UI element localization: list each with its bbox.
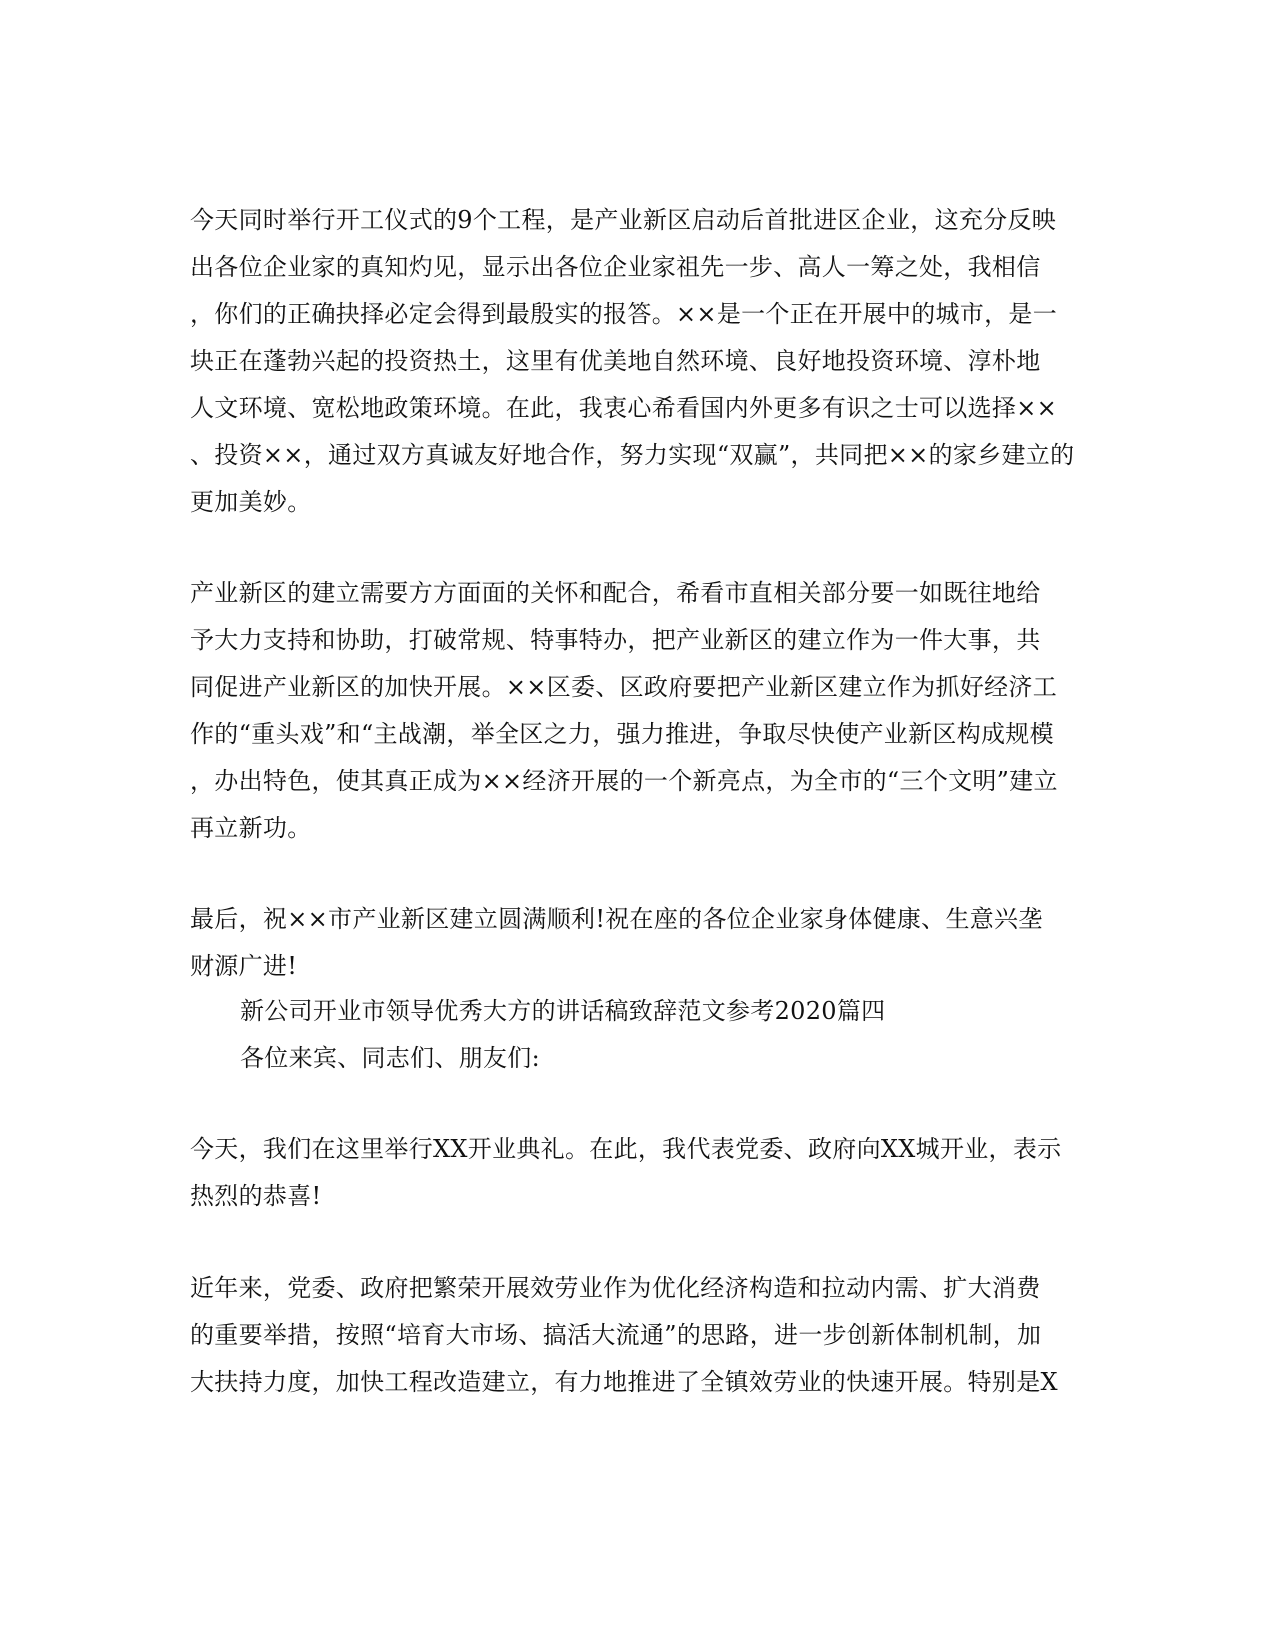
paragraph-line: 近年来，党委、政府把繁荣开展效劳业作为优化经济构造和拉动内需、扩大消费 [190,1274,1041,1302]
paragraph-line: 同促进产业新区的加快开展。××区委、区政府要把产业新区建立作为抓好经济工 [190,673,1058,701]
paragraph-line: 人文环境、宽松地政策环境。在此，我衷心希看国内外更多有识之士可以选择×× [190,394,1058,422]
paragraph-line: 产业新区的建立需要方方面面的关怀和配合，希看市直相关部分要一如既往地给 [190,579,1041,607]
section-heading: 新公司开业市领导优秀大方的讲话稿致辞范文参考2020篇四 [240,997,886,1025]
paragraph-line: 块正在蓬勃兴起的投资热土，这里有优美地自然环境、良好地投资环境、淳朴地 [190,347,1041,375]
salutation: 各位来宾、同志们、朋友们: [240,1044,540,1072]
paragraph-line: 予大力支持和协助，打破常规、特事特办，把产业新区的建立作为一件大事，共 [190,626,1041,654]
paragraph-line: 更加美妙。 [190,488,312,516]
paragraph-line: 、投资××，通过双方真诚友好地合作，努力实现“双赢”，共同把××的家乡建立的 [190,441,1075,469]
paragraph-line: 再立新功。 [190,814,312,842]
paragraph-line: ，办出特色，使其真正成为××经济开展的一个新亮点，为全市的“三个文明”建立 [190,767,1058,795]
paragraph-line: 大扶持力度，加快工程改造建立，有力地推进了全镇效劳业的快速开展。特别是X [190,1368,1058,1396]
paragraph-line: 今天同时举行开工仪式的9个工程，是产业新区启动后首批进区企业，这充分反映 [190,206,1057,234]
paragraph-line: 出各位企业家的真知灼见，显示出各位企业家祖先一步、高人一筹之处，我相信 [190,253,1041,281]
paragraph-line: 热烈的恭喜! [190,1182,322,1210]
paragraph-line: 的重要举措，按照“培育大市场、搞活大流通”的思路，进一步创新体制机制，加 [190,1321,1042,1349]
paragraph-line: 今天，我们在这里举行XX开业典礼。在此，我代表党委、政府向XX城开业，表示 [190,1135,1062,1163]
paragraph-line: 最后，祝××市产业新区建立圆满顺利!祝在座的各位企业家身体健康、生意兴垄 [190,905,1043,933]
paragraph-line: 作的“重头戏”和“主战潮，举全区之力，强力推进，争取尽快使产业新区构成规模 [190,720,1054,748]
paragraph-line: 财源广进! [190,952,298,980]
paragraph-line: ，你们的正确抉择必定会得到最殷实的报答。××是一个正在开展中的城市，是一 [190,300,1058,328]
